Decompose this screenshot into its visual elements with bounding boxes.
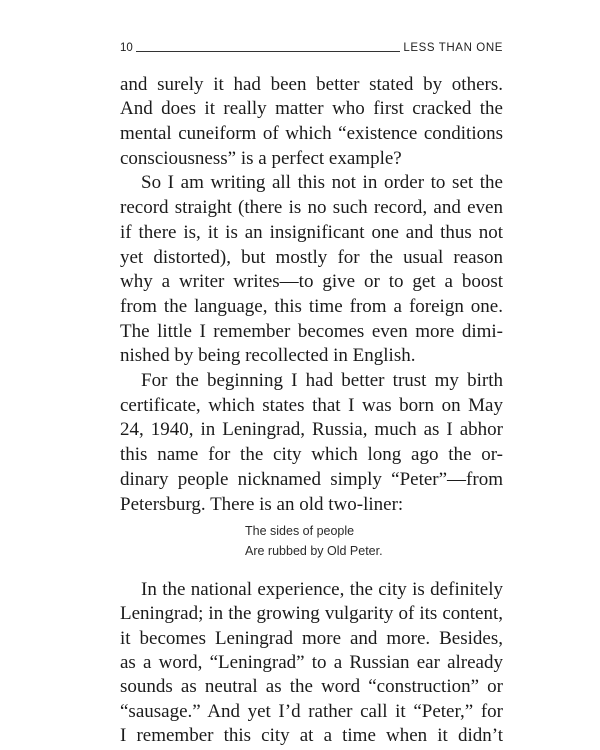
page-number: 10 — [120, 42, 133, 54]
body-line: For the beginning I had better trust my birth — [141, 370, 503, 392]
paragraph — [120, 171, 503, 369]
body-line: and surely it had been better stated by others. — [120, 73, 503, 95]
paragraph — [120, 73, 503, 172]
paragraph — [120, 369, 503, 517]
body-line: Petersburg. There is an old two-liner: — [120, 493, 404, 515]
body-line: mental cuneiform of which “existence conditions — [120, 123, 503, 144]
body-line: certificate, which states that I was born on May — [120, 394, 503, 416]
body-line: from the language, this time from a foreign one. — [120, 295, 503, 317]
body-line: why a writer writes—to give or to get a boost — [120, 271, 503, 293]
verse-quotation — [245, 521, 383, 561]
body-line: as a word, “Leningrad” to a Russian ear already — [120, 652, 503, 674]
body-line: record straight (there is no such record, and even — [120, 197, 503, 219]
body-line: if there is, it is an insignificant one and thus not — [120, 221, 503, 243]
body-line: this name for the city which long ago the or- — [120, 444, 503, 466]
body-line: yet distorted), but mostly for the usual reason — [120, 246, 503, 268]
header-rule — [136, 50, 401, 52]
verse-line: The sides of people — [245, 524, 355, 538]
body-line: nished by being recollected in English. — [120, 345, 416, 367]
paragraph — [120, 578, 503, 749]
body-line: sounds as neutral as the word “construction” or — [120, 676, 503, 698]
body-line: In the national experience, the city is definitely — [141, 578, 503, 600]
body-line: “sausage.” And yet I’d rather call it “Peter,” for — [120, 700, 503, 722]
verse-line: Are rubbed by Old Peter. — [245, 544, 383, 558]
body-line: The little I remember becomes even more dimi- — [120, 320, 503, 342]
text-block-upper — [120, 73, 503, 518]
body-line: And does it really matter who first cracked the — [120, 98, 503, 120]
body-line: So I am writing all this not in order to set the — [141, 172, 503, 194]
body-line: 24, 1940, in Leningrad, Russia, much as I abhor — [120, 419, 503, 441]
running-header — [120, 39, 503, 55]
body-line: I remember this city at a time when it didn’t — [120, 725, 503, 747]
body-line: Leningrad; in the growing vulgarity of its content, — [120, 603, 503, 625]
body-line: consciousness” is a perfect example? — [120, 147, 402, 169]
text-block-lower — [120, 578, 503, 749]
body-line: dinary people nicknamed simply “Peter”—from — [120, 468, 503, 490]
body-line: it becomes Leningrad more and more. Besides, — [120, 627, 503, 649]
running-title: LESS THAN ONE — [403, 42, 503, 54]
